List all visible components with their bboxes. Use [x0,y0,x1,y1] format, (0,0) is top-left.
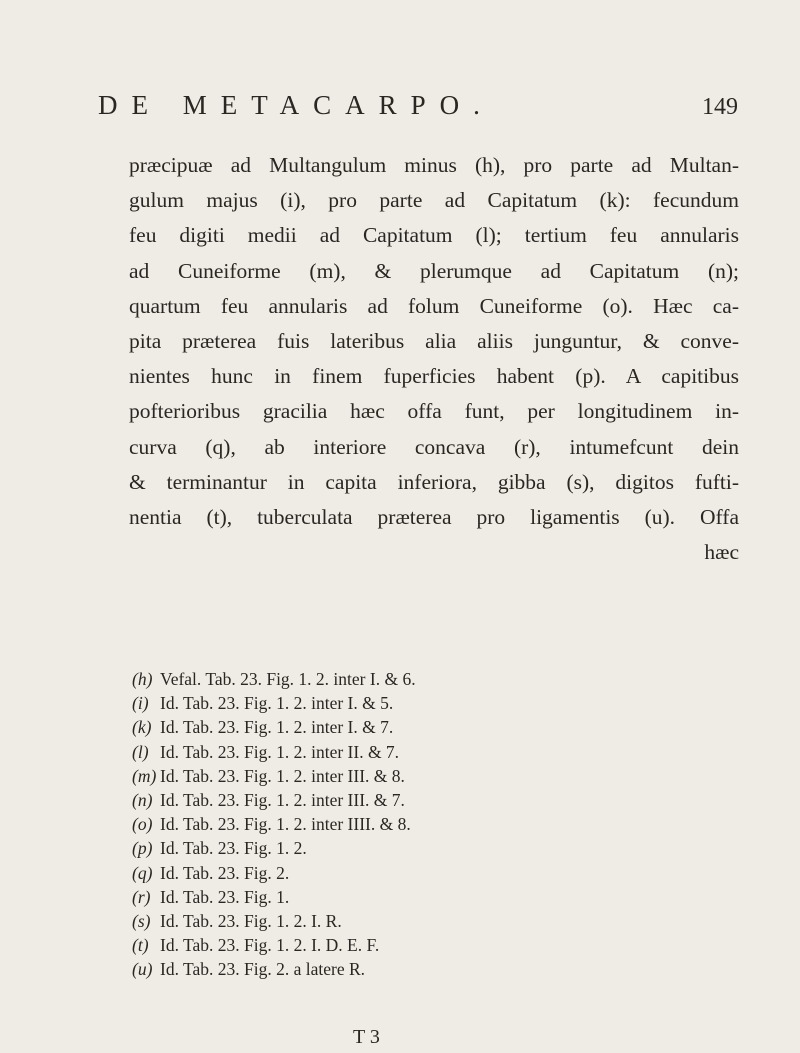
footnote [132,933,732,957]
catchword: hæc [704,540,739,565]
footnote-text: Id. Tab. 23. Fig. 1. [160,886,290,907]
footnote-mark: (t) [132,935,149,956]
footnote-mark: (i) [132,693,149,714]
footnote [132,957,732,981]
footnote-text: Id. Tab. 23. Fig. 2. [160,862,290,883]
footnote-mark: (k) [132,717,152,738]
footnote [132,764,732,788]
footnote [132,667,732,691]
page-number: 149 [702,94,738,120]
text-line: ad Cuneiforme (m), & plerumque ad Capitatum (n); [129,258,739,283]
footnote-mark: (u) [132,959,153,980]
footnote [132,788,732,812]
text-line: curva (q), ab interiore concava (r), intumefcunt dein [129,434,739,459]
footnote-text: Id. Tab. 23. Fig. 1. 2. inter II. & 7. [160,741,400,762]
text-line: gulum majus (i), pro parte ad Capitatum (k): fecundum [129,188,739,213]
footnote [132,836,732,860]
footnote-text: Id. Tab. 23. Fig. 1. 2. I. R. [160,911,342,932]
page-header [98,90,738,130]
footnote-text: Id. Tab. 23. Fig. 1. 2. I. D. E. F. [160,935,380,956]
footnote-mark: (q) [132,862,153,883]
footnote-mark: (p) [132,838,153,859]
text-line: pita præterea fuis lateribus alia aliis junguntur, & conve- [129,329,739,354]
footnote-mark: (h) [132,669,153,689]
footnote-mark: (l) [132,741,149,762]
footnote-mark: (n) [132,790,153,811]
footnote-text: Id. Tab. 23. Fig. 2. a latere R. [160,959,366,980]
footnote [132,715,732,739]
footnote-text: Id. Tab. 23. Fig. 1. 2. inter IIII. & 8. [160,814,411,835]
footnote-text: Id. Tab. 23. Fig. 1. 2. inter I. & 7. [160,717,394,738]
footnote [132,812,732,836]
signature-mark: T 3 [353,1026,380,1048]
footnote [132,691,732,715]
text-line: pofterioribus gracilia hæc offa funt, per longitudinem in- [129,399,739,424]
footnote [132,885,732,909]
text-line: quartum feu annularis ad folum Cuneiforme (o). Hæc ca- [129,293,739,318]
text-line: feu digiti medii ad Capitatum (l); tertium feu annularis [129,223,739,248]
footnote [132,740,732,764]
footnote-text: Id. Tab. 23. Fig. 1. 2. [160,838,307,859]
footnote-mark: (r) [132,886,151,907]
footnote-text: Id. Tab. 23. Fig. 1. 2. inter III. & 8. [160,765,405,786]
footnotes [132,667,732,982]
main-text [129,148,739,570]
footnote-mark: (o) [132,814,153,835]
text-line: nientes hunc in finem fuperficies habent (p). A capitibus [129,364,739,389]
footnote [132,861,732,885]
text-line: & terminantur in capita inferiora, gibba (s), digitos fufti- [129,469,739,494]
footnote-mark: (s) [132,911,151,932]
footnote-text: Vefal. Tab. 23. Fig. 1. 2. inter I. & 6. [160,669,416,689]
text-line: præcipuæ ad Multangulum minus (h), pro parte ad Multan- [129,153,739,177]
running-head: DE METACARPO. [98,90,494,120]
footnote-mark: (m) [132,765,157,786]
footnote [132,909,732,933]
text-line: nentia (t), tuberculata præterea pro ligamentis (u). Offa [129,505,739,530]
footnote-text: Id. Tab. 23. Fig. 1. 2. inter III. & 7. [160,790,405,811]
footnote-text: Id. Tab. 23. Fig. 1. 2. inter I. & 5. [160,693,394,714]
